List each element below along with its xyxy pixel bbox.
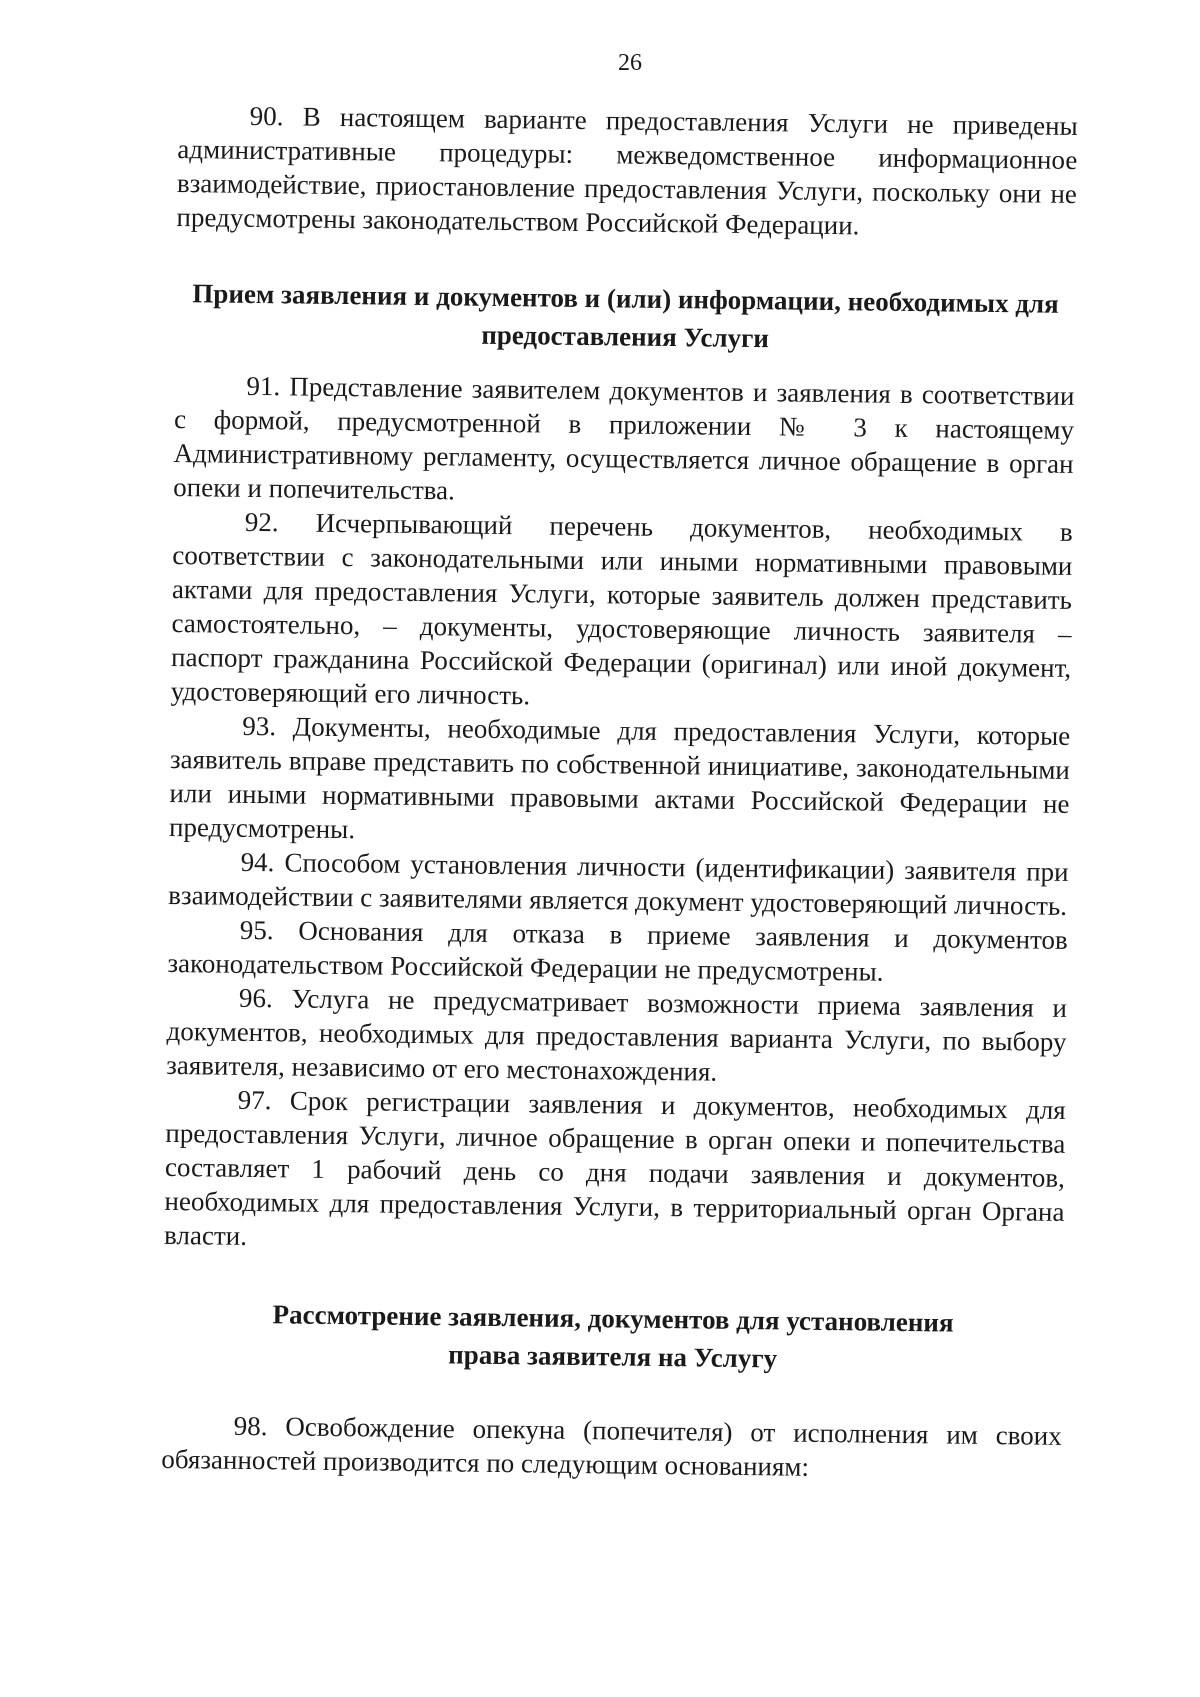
section-heading-review <box>162 1294 1063 1381</box>
section-heading-reception <box>175 274 1076 361</box>
paragraph-98: 98. Освобождение опекуна (попечителя) от исполнения им своих обязанностей производится по следующим основаниям: <box>161 1410 1062 1482</box>
paragraph-91: 91. Представление заявителем документов и заявления в соответствии с формой, предусмотренной в приложении № 3 к настоящему Административному регламенту, осуществляется личное обращение в орган опеки и попечительства. <box>173 370 1075 506</box>
paragraph-97: 97. Срок регистрации заявления и документов, необходимых для предоставления Услуги, личное обращение в орган опеки и попечительства составляет 1 рабочий день со дня подачи заявления и документов, необходимых для предоставления Услуги, в территориальный орган Органа власти. <box>163 1084 1066 1251</box>
section-heading-line: Прием заявления и документов и (или) информации, необходимых для <box>192 278 1059 319</box>
paragraph-95: 95. Основания для отказа в приеме заявления и документов законодательством Российской Федерации не предусмотрены. <box>167 914 1068 987</box>
section-heading-line: Рассмотрение заявления, документов для установления <box>272 1299 954 1338</box>
paragraph-90: 90. В настоящем варианте предоставления Услуги не приведены административные процедуры: межведомственное информационное взаимодействие, приостановление предоставления Услуги, поскольку они не предусмотрены законодательством Российской Федерации. <box>176 100 1078 241</box>
paragraph-93: 93. Документы, необходимые для предоставления Услуги, которые заявитель вправе представить по собственной инициативе, законодательными или иными нормативными правовыми актами Российской Федерации не предусмотрены. <box>168 710 1071 845</box>
paragraph-92: 92. Исчерпывающий перечень документов, необходимых в соответствии с законодательными или иными нормативными правовыми актами для предоставления Услуги, которые заявитель должен представить самостоятельно, – документы, удостоверяющие личность заявителя – паспорт гражданина Российской Федерации (оригинал) или иной документ, удостоверяющий его личность. <box>170 506 1073 711</box>
section-heading-line: права заявителя на Услугу <box>448 1339 778 1374</box>
section-heading-line: предоставления Услуги <box>481 319 770 354</box>
paragraph-96: 96. Услуга не предусматривает возможности приема заявления и документов, необходимых для предоставления варианта Услуги, по выбору заявителя, независимо от его местонахождения. <box>166 982 1068 1087</box>
document-body <box>161 98 1078 1487</box>
page-number: 26 <box>618 50 642 76</box>
paragraph-94: 94. Способом установления личности (идентификации) заявителя при взаимодействии с заявителями является документ удостоверяющий личность. <box>168 846 1069 921</box>
